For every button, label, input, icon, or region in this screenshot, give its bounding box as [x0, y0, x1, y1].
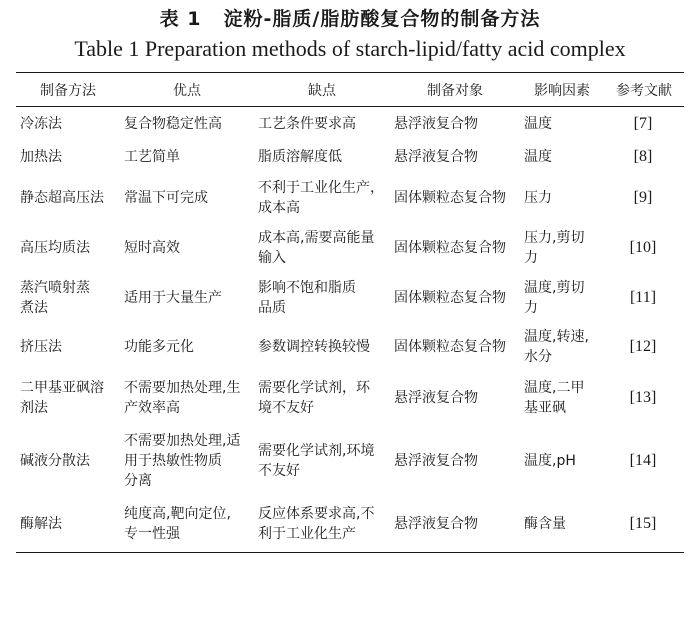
table-row — [16, 323, 684, 371]
table-row — [16, 371, 684, 425]
cell-advantages: 不需要加热处理,适 用于热敏性物质 分离 — [124, 432, 241, 489]
table-header-row — [16, 73, 684, 107]
cell-disadvantages: 反应体系要求高,不 利于工业化生产 — [254, 497, 390, 553]
cell-factors: 压力,剪切力 — [524, 229, 585, 266]
header-advantages: 优点 — [120, 73, 254, 107]
cell-factors: 温度,pH — [524, 452, 576, 469]
cell-reference: [15] — [604, 497, 684, 553]
table-row — [16, 223, 684, 273]
cell-factors: 酶含量 — [520, 497, 604, 553]
cell-disadvantages: 影响不饱和脂质 品质 — [258, 279, 356, 316]
cell-method: 蒸汽喷射蒸 煮法 — [20, 279, 90, 316]
cell-reference: [12] — [629, 337, 657, 355]
cell-advantages: 适用于大量生产 — [124, 289, 222, 306]
cell-reference: [10] — [629, 238, 657, 256]
table-title-cn — [0, 4, 700, 31]
header-method: 制备方法 — [16, 73, 120, 107]
cell-method: 二甲基亚砜溶 剂法 — [20, 379, 104, 416]
table-row — [16, 425, 684, 497]
table-title-en: Table 1 Preparation methods of starch-lipid/fatty acid complex — [74, 36, 626, 61]
header-factors: 影响因素 — [520, 73, 604, 107]
cell-reference: [14] — [629, 451, 657, 469]
table-row — [16, 173, 684, 223]
cell-advantages: 纯度高,靶向定位, 专一性强 — [120, 497, 254, 553]
cell-method: 冷冻法 — [20, 115, 62, 132]
cell-target: 悬浮液复合物 — [394, 148, 478, 165]
cell-disadvantages: 工艺条件要求高 — [258, 115, 356, 132]
cell-disadvantages: 不利于工业化生产， 成本高 — [258, 179, 384, 216]
cell-target: 悬浮液复合物 — [394, 452, 478, 469]
cell-factors: 温度,二甲 基亚砜 — [524, 379, 585, 416]
cell-reference: [9] — [633, 188, 653, 206]
cell-advantages: 常温下可完成 — [124, 189, 208, 206]
cell-disadvantages: 需要化学试剂，环 境不友好 — [258, 379, 370, 416]
header-disadvantages: 缺点 — [254, 73, 390, 107]
cell-factors: 温度 — [524, 148, 552, 165]
cell-disadvantages: 参数调控转换较慢 — [258, 338, 370, 355]
cell-target: 悬浮液复合物 — [394, 389, 478, 406]
cell-reference: [8] — [633, 147, 653, 165]
cell-disadvantages: 需要化学试剂,环境 不友好 — [258, 442, 375, 479]
table-row — [16, 107, 684, 141]
cell-method: 加热法 — [20, 148, 62, 165]
header-reference: 参考文献 — [604, 73, 684, 107]
cell-reference: [13] — [629, 388, 657, 406]
table-row — [16, 497, 684, 553]
table-body — [16, 107, 684, 553]
table-row — [16, 273, 684, 323]
cell-target: 固体颗粒态复合物 — [394, 289, 506, 306]
cell-method: 碱液分散法 — [20, 452, 90, 469]
cell-factors: 温度,剪切力 — [524, 279, 585, 316]
cell-advantages: 复合物稳定性高 — [124, 115, 222, 132]
cell-target: 固体颗粒态复合物 — [394, 239, 506, 256]
table-title-text: 淀粉-脂质/脂肪酸复合物的制备方法 — [223, 8, 541, 30]
cell-target: 固体颗粒态复合物 — [394, 189, 506, 206]
cell-reference: [11] — [629, 288, 657, 306]
cell-factors: 温度 — [524, 115, 552, 132]
cell-advantages: 工艺简单 — [124, 148, 180, 165]
table-row — [16, 141, 684, 173]
cell-target: 悬浮液复合物 — [394, 115, 478, 132]
cell-method: 挤压法 — [20, 338, 62, 355]
cell-method: 酶解法 — [16, 497, 120, 553]
header-target: 制备对象 — [390, 73, 520, 107]
cell-advantages: 短时高效 — [124, 239, 180, 256]
cell-factors: 温度,转速, 水分 — [524, 328, 589, 365]
preparation-methods-table — [16, 72, 684, 553]
cell-disadvantages: 脂质溶解度低 — [258, 148, 342, 165]
cell-method: 高压均质法 — [20, 239, 90, 256]
cell-method: 静态超高压法 — [20, 189, 104, 206]
cell-target: 固体颗粒态复合物 — [394, 338, 506, 355]
cell-reference: [7] — [633, 114, 653, 132]
table-number: 表 1 — [159, 8, 202, 30]
cell-factors: 压力 — [524, 189, 552, 206]
cell-disadvantages: 成本高,需要高能量 输入 — [258, 229, 375, 266]
cell-target: 悬浮液复合物 — [390, 497, 520, 553]
cell-advantages: 不需要加热处理,生 产效率高 — [124, 379, 241, 416]
cell-advantages: 功能多元化 — [124, 338, 194, 355]
